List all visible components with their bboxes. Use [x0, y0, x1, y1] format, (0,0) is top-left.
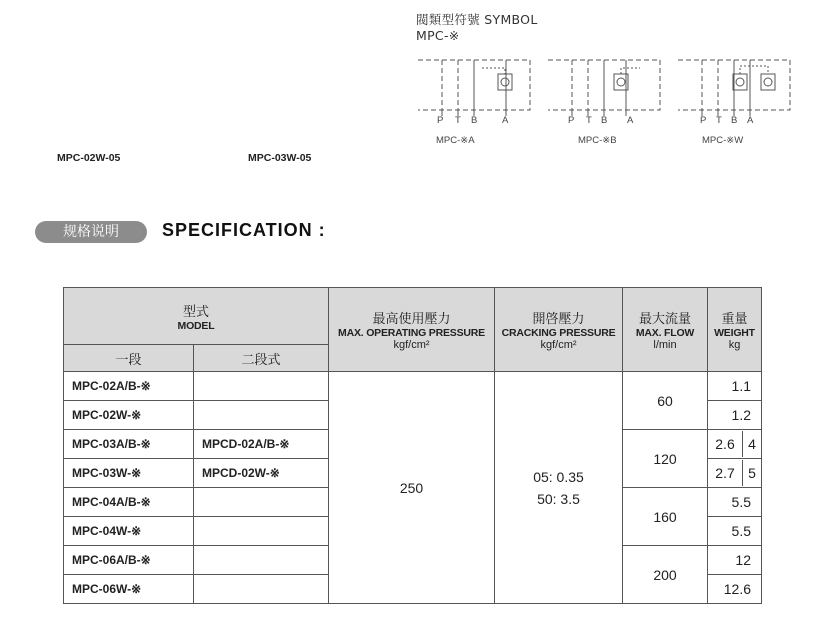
model-stage1: MPC-04A/B-※ — [64, 488, 194, 517]
weight-value: 12 — [708, 546, 762, 575]
port-label-t-a: T — [455, 115, 461, 126]
weight-header-en: WEIGHT — [714, 327, 755, 339]
port-label-b-a: B — [471, 115, 478, 126]
symbol-title: 閥類型符號 SYMBOL — [416, 12, 538, 27]
weight-stage1: 2.6 — [708, 431, 743, 457]
spec-table — [63, 287, 762, 604]
variant-label-w: MPC-※W — [702, 135, 744, 146]
weight-header-cn: 重量 — [721, 311, 748, 326]
weight-stage1: 2.7 — [708, 460, 743, 486]
model-stage2 — [194, 488, 329, 517]
variant-label-a: MPC-※A — [436, 135, 475, 146]
weight-value-split — [708, 430, 762, 459]
cracking-pressure-values — [495, 372, 623, 604]
cracking-value-05: 05: 0.35 — [533, 468, 584, 485]
model-caption-1: MPC-02W-05 — [57, 152, 121, 164]
model-header-en: MODEL — [177, 319, 215, 332]
model-stage1: MPC-04W-※ — [64, 517, 194, 546]
port-label-b-w: B — [731, 115, 738, 126]
weight-value: 1.2 — [708, 401, 762, 430]
port-label-t-w: T — [716, 115, 722, 126]
variant-label-b: MPC-※B — [578, 135, 617, 146]
model-stage2: MPCD-02W-※ — [194, 459, 329, 488]
cracking-value-50: 50: 3.5 — [537, 490, 580, 507]
port-label-p-a: P — [437, 115, 444, 126]
model-stage2: MPCD-02A/B-※ — [194, 430, 329, 459]
flow-value: 60 — [623, 372, 708, 430]
weight-value-split — [708, 459, 762, 488]
header-row — [64, 288, 762, 345]
cracking-header-en: CRACKING PRESSURE — [501, 327, 616, 339]
port-label-p-b: P — [568, 115, 575, 126]
model-stage1: MPC-02A/B-※ — [64, 372, 194, 401]
symbol-b — [548, 60, 660, 116]
flow-header-cn: 最大流量 — [638, 311, 691, 326]
symbol-w — [678, 60, 790, 116]
weight-value: 1.1 — [708, 372, 762, 401]
model-caption-2: MPC-03W-05 — [248, 152, 312, 164]
pressure-header — [329, 288, 495, 372]
model-stage2 — [194, 372, 329, 401]
port-label-a-b: A — [627, 115, 634, 126]
flow-value: 160 — [623, 488, 708, 546]
flow-header-en: MAX. FLOW — [635, 327, 695, 339]
weight-value: 5.5 — [708, 517, 762, 546]
pressure-header-unit: kgf/cm² — [393, 339, 430, 351]
model-header — [64, 288, 329, 345]
weight-stage2: 4 — [748, 436, 756, 452]
model-stage1: MPC-02W-※ — [64, 401, 194, 430]
weight-value: 12.6 — [708, 575, 762, 604]
port-label-p-w: P — [700, 115, 707, 126]
symbol-a — [418, 60, 530, 116]
flow-value: 200 — [623, 546, 708, 604]
model-stage1: MPC-06A/B-※ — [64, 546, 194, 575]
max-pressure-value: 250 — [329, 372, 495, 604]
cracking-header-unit: kgf/cm² — [540, 339, 577, 351]
model-stage2 — [194, 546, 329, 575]
model-stage1: MPC-03A/B-※ — [64, 430, 194, 459]
flow-value: 120 — [623, 430, 708, 488]
port-label-t-b: T — [586, 115, 592, 126]
spec-badge: 规格说明 — [35, 221, 147, 243]
weight-header — [708, 288, 762, 372]
cracking-header-cn: 開啓壓力 — [532, 311, 585, 326]
weight-value: 5.5 — [708, 488, 762, 517]
model-stage2 — [194, 517, 329, 546]
pressure-header-cn: 最高使用壓力 — [372, 311, 451, 326]
spec-title: SPECIFICATION : — [162, 220, 326, 240]
table-row — [64, 372, 762, 401]
model-stage1: MPC-03W-※ — [64, 459, 194, 488]
port-label-b-b: B — [601, 115, 608, 126]
symbol-subtitle: MPC-※ — [416, 28, 460, 43]
port-label-a-a: A — [502, 115, 509, 126]
cracking-header — [495, 288, 623, 372]
model-stage2 — [194, 575, 329, 604]
weight-header-unit: kg — [728, 339, 741, 351]
flow-header — [623, 288, 708, 372]
stage1-header: 一段 — [64, 345, 194, 372]
model-stage2 — [194, 401, 329, 430]
stage2-header: 二段式 — [194, 345, 329, 372]
port-label-a-w: A — [747, 115, 754, 126]
model-header-cn: 型式 — [182, 303, 209, 319]
model-stage1: MPC-06W-※ — [64, 575, 194, 604]
pressure-header-en: MAX. OPERATING PRESSURE — [338, 327, 485, 339]
weight-stage2: 5 — [748, 465, 756, 481]
flow-header-unit: l/min — [653, 339, 677, 351]
